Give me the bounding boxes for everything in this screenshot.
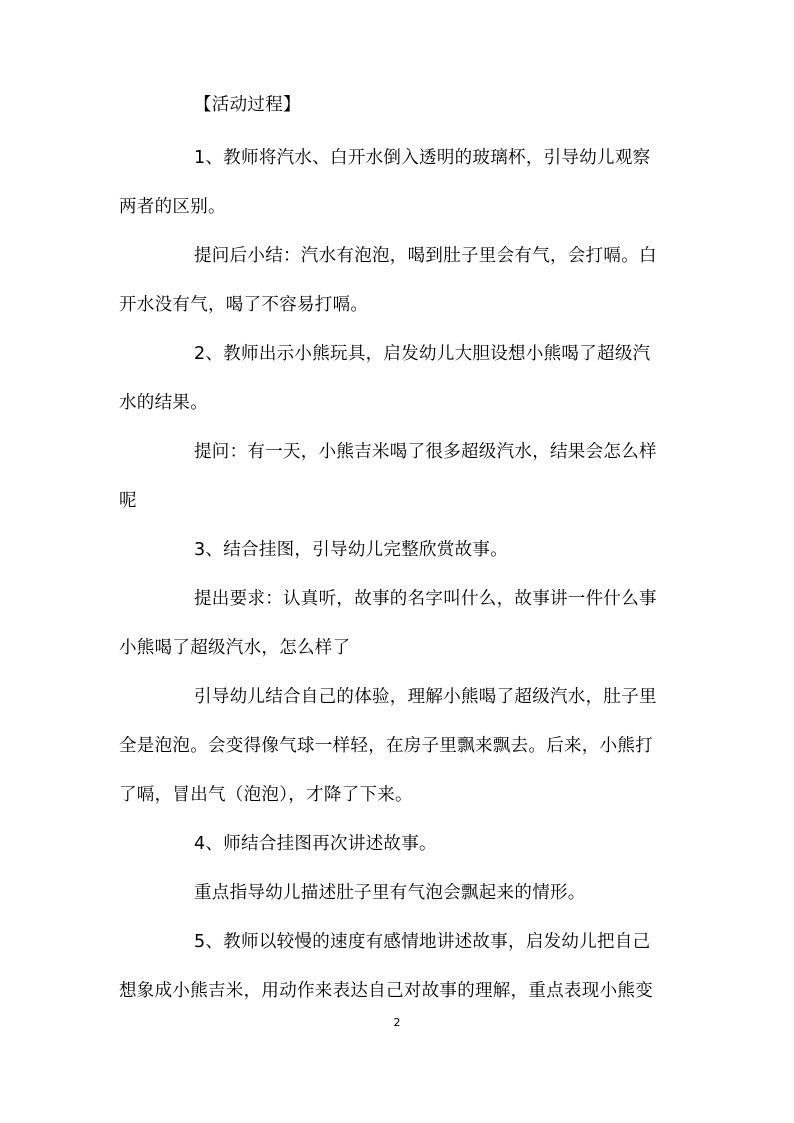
paragraph-line: 开水没有气，喝了不容易打嗝。: [119, 295, 369, 315]
paragraph-line: 全是泡泡。会变得像气球一样轻，在房子里飘来飘去。后来，小熊打: [119, 736, 653, 756]
section-heading: 【活动过程】: [194, 95, 301, 115]
paragraph-line: 两者的区别。: [119, 197, 226, 217]
paragraph-line: 提出要求：认真听，故事的名字叫什么，故事讲一件什么事: [194, 589, 657, 609]
paragraph-line: 呢: [119, 491, 137, 511]
paragraph-line: 了嗝，冒出气（泡泡），才降了下来。: [119, 785, 413, 805]
paragraph-line: 4、师结合挂图再次讲述故事。: [194, 834, 437, 854]
paragraph-line: 提问后小结：汽水有泡泡，喝到肚子里会有气，会打嗝。白: [194, 246, 657, 266]
paragraph-line: 1、教师将汽水、白开水倒入透明的玻璃杯，引导幼儿观察: [194, 148, 651, 168]
paragraph-line: 水的结果。: [119, 393, 208, 413]
paragraph-line: 2、教师出示小熊玩具，启发幼儿大胆设想小熊喝了超级汽: [194, 344, 651, 364]
paragraph-line: 想象成小熊吉米，用动作来表达自己对故事的理解，重点表现小熊变: [119, 981, 653, 1001]
paragraph-line: 重点指导幼儿描述肚子里有气泡会飘起来的情形。: [194, 883, 586, 903]
paragraph-line: 小熊喝了超级汽水，怎么样了: [119, 638, 351, 658]
page-number: 2: [393, 1016, 401, 1029]
paragraph-line: 提问：有一天，小熊吉米喝了很多超级汽水，结果会怎么样: [194, 442, 657, 462]
paragraph-line: 3、结合挂图，引导幼儿完整欣赏故事。: [194, 540, 509, 560]
paragraph-line: 引导幼儿结合自己的体验，理解小熊喝了超级汽水，肚子里: [194, 687, 657, 707]
paragraph-line: 5、教师以较慢的速度有感情地讲述故事，启发幼儿把自己: [194, 932, 651, 952]
